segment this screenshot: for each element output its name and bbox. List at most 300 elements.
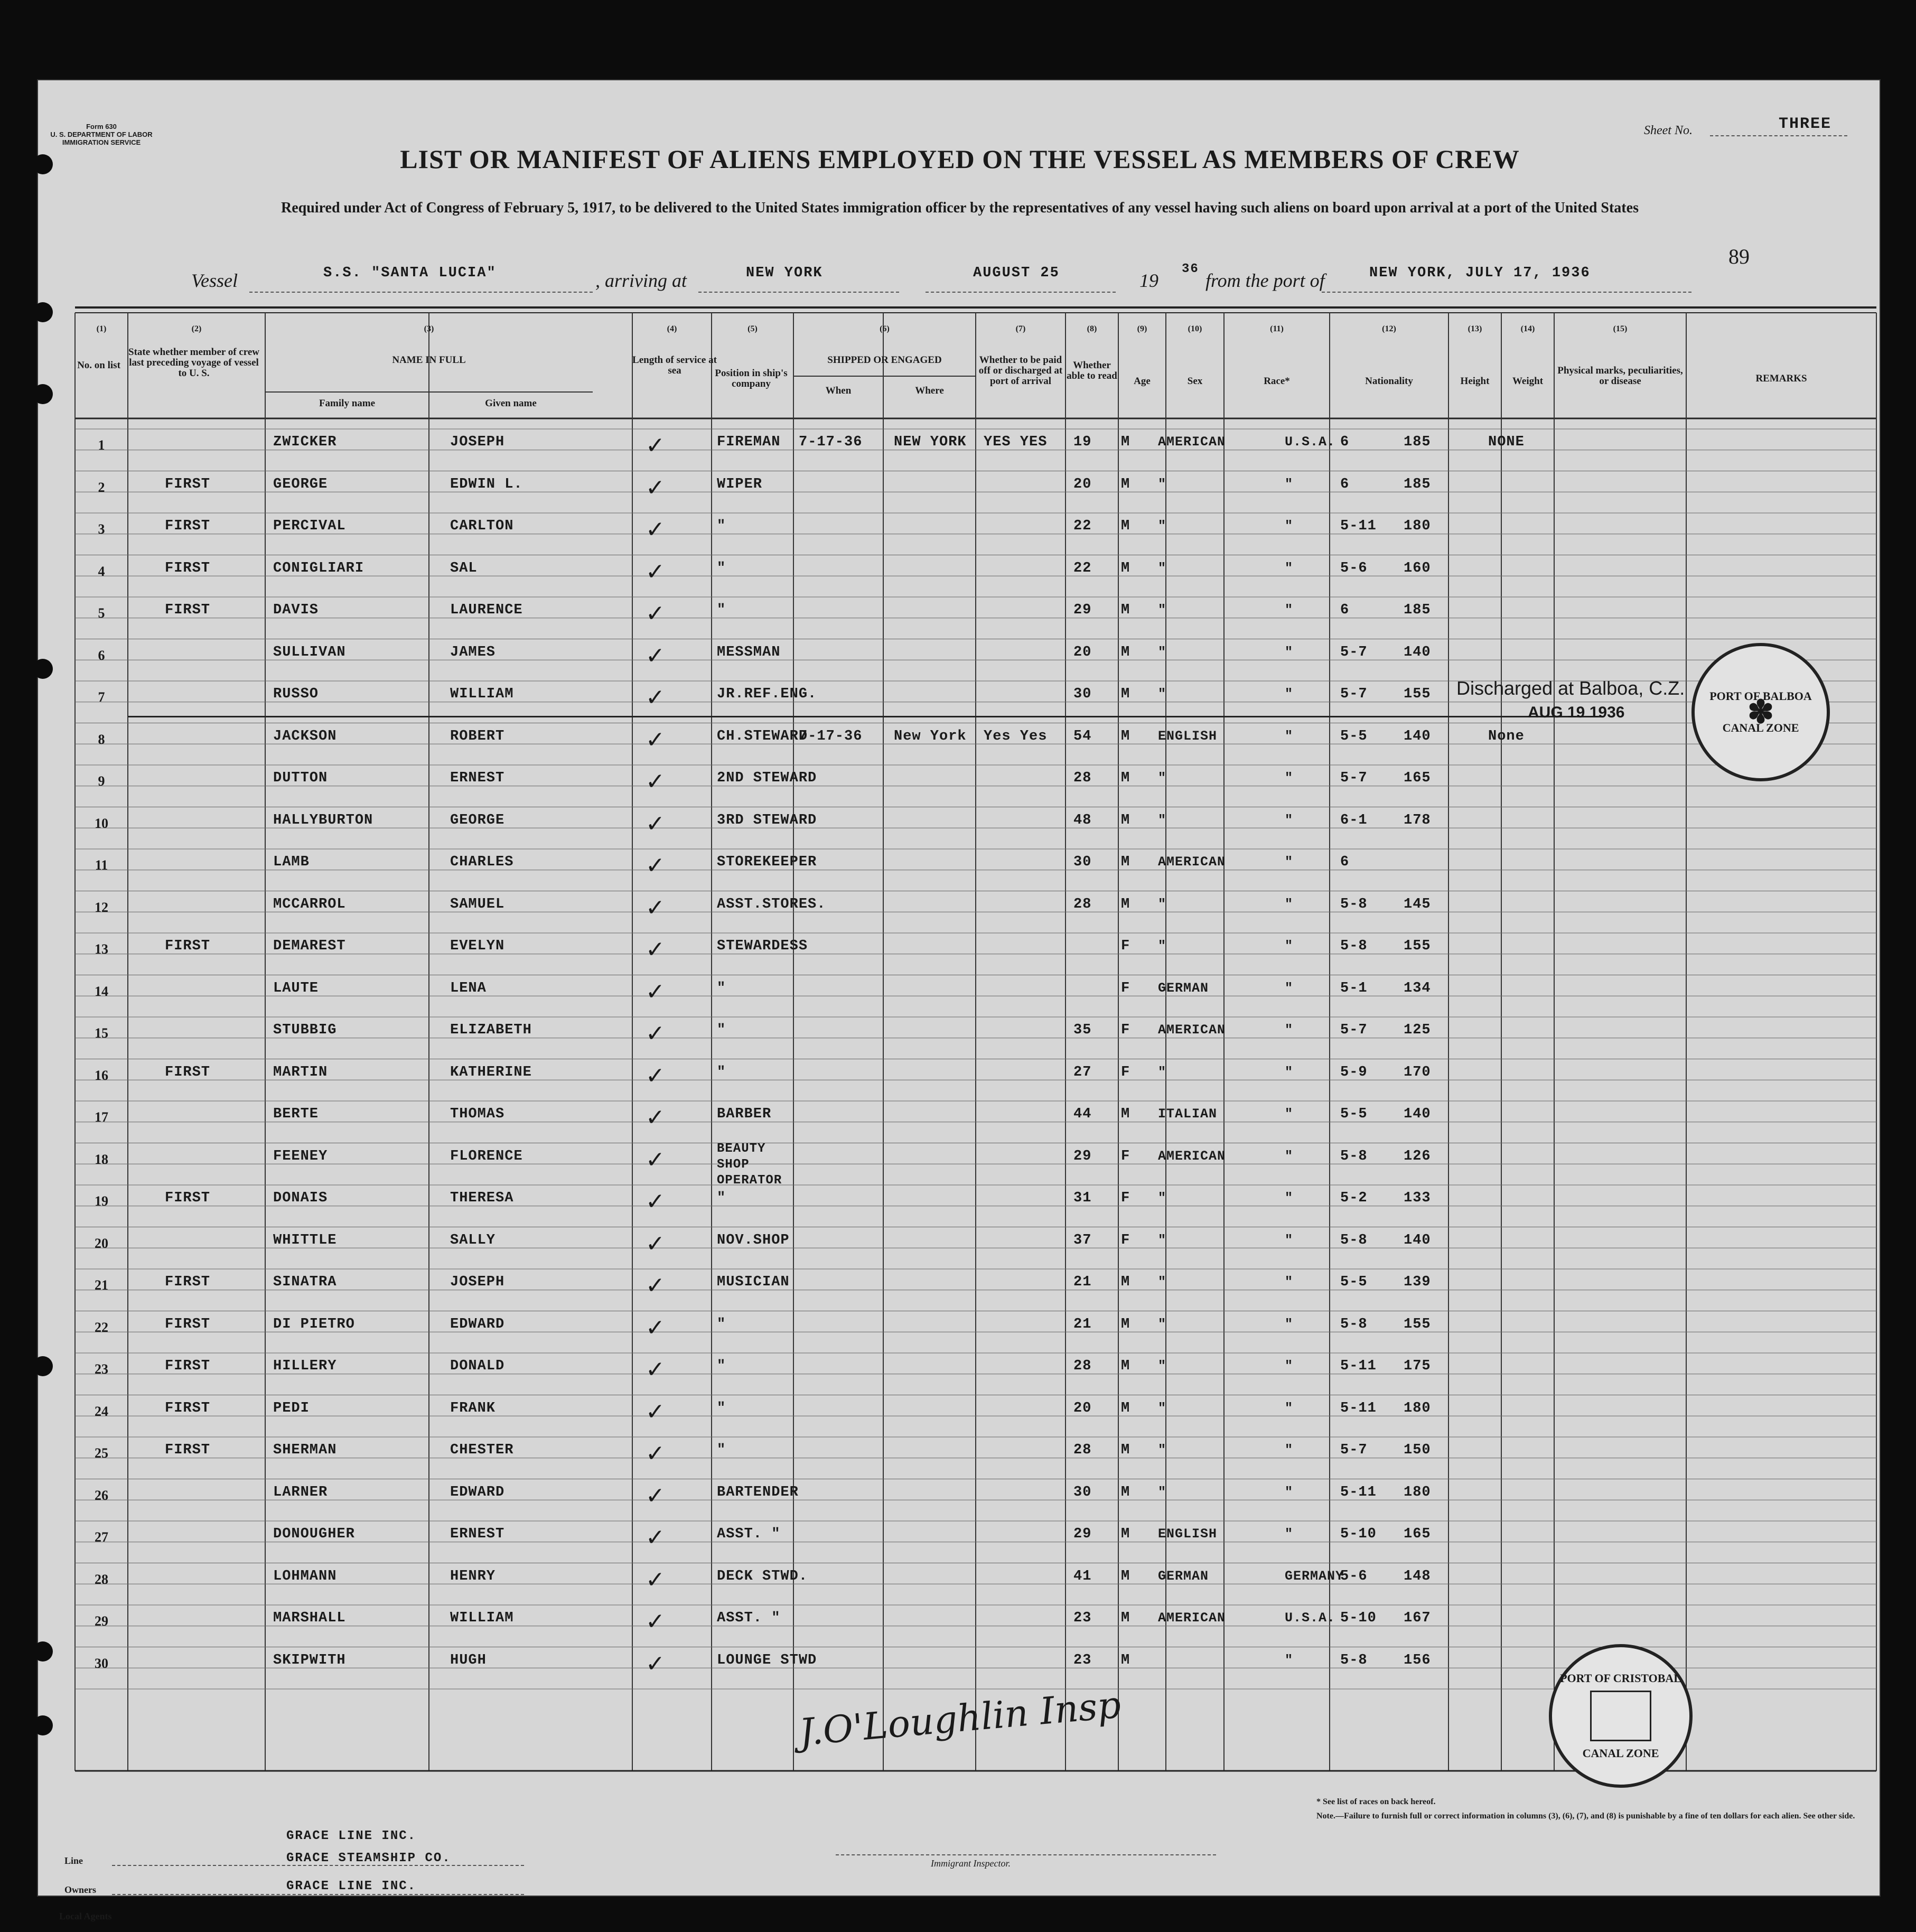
check-mark-icon: ✓ — [646, 474, 665, 501]
position-cell: FIREMAN — [717, 434, 781, 450]
check-mark-icon: ✓ — [646, 1524, 665, 1551]
col-head-family: Family name — [319, 398, 376, 409]
check-mark-icon: ✓ — [646, 1650, 665, 1677]
state-cell: FIRST — [165, 1064, 211, 1080]
check-mark-icon: ✓ — [646, 432, 665, 459]
check-mark-icon: ✓ — [646, 768, 665, 795]
position-cell: NOV.SHOP — [717, 1232, 790, 1248]
weight-cell: 126 — [1404, 1148, 1431, 1164]
check-mark-icon: ✓ — [646, 978, 665, 1005]
race-cell: GERMAN — [1158, 980, 1209, 996]
nationality-cell: " — [1285, 728, 1294, 744]
nationality-cell: " — [1285, 1358, 1294, 1374]
race-cell: " — [1158, 476, 1167, 492]
state-cell: FIRST — [165, 518, 211, 534]
weight-cell: 140 — [1404, 1106, 1431, 1122]
race-cell: " — [1158, 1064, 1167, 1080]
when-cell: 7-17-36 — [799, 728, 863, 744]
race-cell: " — [1158, 644, 1167, 660]
state-cell: FIRST — [165, 1400, 211, 1416]
height-cell: 6-1 — [1340, 812, 1368, 828]
nationality-cell: " — [1285, 770, 1294, 786]
weight-cell: 165 — [1404, 1526, 1431, 1542]
column-number: (9) — [1137, 324, 1147, 333]
col-head-where: Where — [915, 385, 944, 396]
height-cell: 6 — [1340, 854, 1350, 870]
port-of-balboa-stamp — [1691, 643, 1830, 781]
where-cell: New York — [894, 728, 967, 744]
owners-value: GRACE LINE INC. — [286, 1879, 417, 1893]
given-name-cell: THERESA — [450, 1190, 514, 1206]
given-name-cell: JOSEPH — [450, 434, 505, 450]
nationality-cell: " — [1285, 1442, 1294, 1458]
position-cell: MESSMAN — [717, 644, 781, 660]
row-number: 20 — [95, 1235, 108, 1251]
check-mark-icon: ✓ — [646, 1104, 665, 1131]
races-note: * See list of races on back hereof. — [1316, 1797, 1436, 1806]
given-name-cell: JOSEPH — [450, 1274, 505, 1290]
row-number: 11 — [95, 857, 108, 873]
row-number: 18 — [95, 1151, 108, 1167]
height-cell: 5-5 — [1340, 728, 1368, 744]
race-cell: " — [1158, 518, 1167, 534]
col-head-height: Height — [1460, 376, 1490, 387]
sex-cell: M — [1121, 1316, 1130, 1332]
height-cell: 5-8 — [1340, 1652, 1368, 1668]
row-number: 30 — [95, 1655, 108, 1671]
nationality-cell: " — [1285, 644, 1294, 660]
race-cell: " — [1158, 602, 1167, 618]
column-number: (14) — [1520, 324, 1535, 333]
age-cell: 20 — [1073, 1400, 1092, 1416]
cristobal-stamp-box — [1590, 1691, 1651, 1741]
check-mark-icon: ✓ — [646, 1356, 665, 1383]
weight-cell: 167 — [1404, 1610, 1431, 1626]
column-number: (12) — [1382, 324, 1396, 333]
col-head-position: Position in ship's company — [715, 368, 788, 389]
sex-cell: M — [1121, 686, 1130, 702]
position-cell: " — [717, 1190, 726, 1206]
race-cell: AMERICAN — [1158, 854, 1226, 870]
height-cell: 5-11 — [1340, 1484, 1377, 1500]
nationality-cell: " — [1285, 1232, 1294, 1248]
column-number: (10) — [1188, 324, 1202, 333]
weight-cell: 155 — [1404, 1316, 1431, 1332]
col-head-paid: Whether to be paid off or discharged at port of arrival — [978, 354, 1063, 387]
age-cell: 22 — [1073, 518, 1092, 534]
nationality-cell: " — [1285, 1400, 1294, 1416]
height-cell: 5-7 — [1340, 1022, 1368, 1038]
height-cell: 5-5 — [1340, 1274, 1368, 1290]
race-cell: " — [1158, 1400, 1167, 1416]
given-name-cell: EDWARD — [450, 1484, 505, 1500]
height-cell: 5-10 — [1340, 1610, 1377, 1626]
check-mark-icon: ✓ — [646, 1230, 665, 1257]
sex-cell: M — [1121, 812, 1130, 828]
height-cell: 5-8 — [1340, 1232, 1368, 1248]
weight-cell: 140 — [1404, 644, 1431, 660]
row-number: 29 — [95, 1613, 108, 1629]
column-number: (13) — [1468, 324, 1482, 333]
age-cell: 20 — [1073, 644, 1092, 660]
nationality-cell: " — [1285, 1274, 1294, 1290]
where-cell: NEW YORK — [894, 434, 967, 450]
nationality-cell: " — [1285, 938, 1294, 954]
form-service: IMMIGRATION SERVICE — [62, 138, 141, 146]
weight-cell: 185 — [1404, 602, 1431, 618]
row-number: 9 — [98, 773, 105, 789]
given-name-cell: FLORENCE — [450, 1148, 523, 1164]
state-cell: FIRST — [165, 938, 211, 954]
inspector-label: Immigrant Inspector. — [931, 1858, 1011, 1869]
state-cell: FIRST — [165, 1442, 211, 1458]
given-name-cell: ELIZABETH — [450, 1022, 532, 1038]
family-name-cell: WHITTLE — [273, 1232, 337, 1248]
check-mark-icon: ✓ — [646, 936, 665, 963]
race-cell: " — [1158, 560, 1167, 576]
row-number: 17 — [95, 1109, 108, 1125]
check-mark-icon: ✓ — [646, 1398, 665, 1425]
row-number: 13 — [95, 941, 108, 957]
sex-cell: M — [1121, 1274, 1130, 1290]
position-cell: BEAUTY SHOP OPERATOR — [717, 1141, 782, 1188]
sex-cell: F — [1121, 938, 1130, 954]
race-cell: " — [1158, 938, 1167, 954]
col-head-age: Age — [1134, 376, 1151, 387]
row-number: 7 — [98, 689, 105, 705]
given-name-cell: DONALD — [450, 1358, 505, 1374]
nationality-cell: " — [1285, 896, 1294, 912]
given-name-cell: SAMUEL — [450, 896, 505, 912]
family-name-cell: CONIGLIARI — [273, 560, 364, 576]
row-number: 5 — [98, 605, 105, 621]
col-head-name: NAME IN FULL — [392, 354, 466, 366]
state-cell: FIRST — [165, 1316, 211, 1332]
weight-cell: 185 — [1404, 434, 1431, 450]
family-name-cell: DONAIS — [273, 1190, 328, 1206]
cristobal-stamp-text: PORT OF CRISTOBAL — [1560, 1672, 1681, 1685]
weight-cell: 165 — [1404, 770, 1431, 786]
race-cell: " — [1158, 770, 1167, 786]
row-number: 25 — [95, 1445, 108, 1461]
document-title: LIST OR MANIFEST OF ALIENS EMPLOYED ON THE VESSEL AS MEMBERS OF CREW — [400, 144, 1520, 174]
sex-cell: M — [1121, 476, 1130, 492]
height-cell: 5-8 — [1340, 1148, 1368, 1164]
nationality-cell: " — [1285, 1022, 1294, 1038]
nationality-cell: " — [1285, 1526, 1294, 1542]
age-cell: 27 — [1073, 1064, 1092, 1080]
age-cell: 19 — [1073, 434, 1092, 450]
check-mark-icon: ✓ — [646, 1314, 665, 1341]
row-number: 16 — [95, 1067, 108, 1083]
sex-cell: M — [1121, 518, 1130, 534]
height-cell: 5-7 — [1340, 770, 1368, 786]
sex-cell: M — [1121, 728, 1130, 744]
family-name-cell: DEMAREST — [273, 938, 346, 954]
age-cell: 30 — [1073, 686, 1092, 702]
position-cell: STEWARDESS — [717, 938, 808, 954]
col-head-given: Given name — [485, 398, 537, 409]
column-number: (5) — [747, 324, 758, 333]
race-cell: " — [1158, 1442, 1167, 1458]
given-name-cell: SAL — [450, 560, 478, 576]
check-mark-icon: ✓ — [646, 852, 665, 879]
position-cell: " — [717, 560, 726, 576]
position-cell: BARTENDER — [717, 1484, 799, 1500]
family-name-cell: ZWICKER — [273, 434, 337, 450]
check-mark-icon: ✓ — [646, 642, 665, 669]
family-name-cell: HALLYBURTON — [273, 812, 373, 828]
discharged-date: AUG 19 1936 — [1528, 704, 1625, 721]
row-number: 2 — [98, 479, 105, 495]
given-name-cell: EDWIN L. — [450, 476, 523, 492]
family-name-cell: STUBBIG — [273, 1022, 337, 1038]
age-cell: 48 — [1073, 812, 1092, 828]
form-number: Form 630 — [86, 123, 117, 130]
row-number: 10 — [95, 815, 108, 831]
check-mark-icon: ✓ — [646, 1440, 665, 1467]
physical-cell: NONE — [1488, 434, 1525, 450]
inspector-line — [836, 1854, 1216, 1855]
nationality-cell: " — [1285, 476, 1294, 492]
col-head-race: Race* — [1264, 376, 1290, 387]
family-name-cell: RUSSO — [273, 686, 319, 702]
row-number: 23 — [95, 1361, 108, 1377]
sex-cell: M — [1121, 1400, 1130, 1416]
col-head-sex: Sex — [1187, 376, 1203, 387]
age-cell: 20 — [1073, 476, 1092, 492]
given-name-cell: FRANK — [450, 1400, 496, 1416]
sex-cell: M — [1121, 1358, 1130, 1374]
position-cell: ASST. " — [717, 1526, 781, 1542]
check-mark-icon: ✓ — [646, 1566, 665, 1593]
nationality-cell: " — [1285, 1106, 1294, 1122]
family-name-cell: PEDI — [273, 1400, 310, 1416]
position-cell: ASST. " — [717, 1610, 781, 1626]
column-number: (6) — [880, 324, 890, 333]
weight-cell: 175 — [1404, 1358, 1431, 1374]
height-cell: 5-9 — [1340, 1064, 1368, 1080]
sex-cell: M — [1121, 1106, 1130, 1122]
height-cell: 5-5 — [1340, 1106, 1368, 1122]
family-name-cell: MCCARROL — [273, 896, 346, 912]
age-cell: 28 — [1073, 896, 1092, 912]
nationality-cell: " — [1285, 1316, 1294, 1332]
line-value: GRACE STEAMSHIP CO. — [286, 1851, 451, 1865]
check-mark-icon: ✓ — [646, 684, 665, 711]
age-cell: 21 — [1073, 1316, 1092, 1332]
manifest-sheet — [37, 79, 1881, 1921]
age-cell: 30 — [1073, 854, 1092, 870]
check-mark-icon: ✓ — [646, 1020, 665, 1047]
port-of-cristobal-stamp — [1549, 1644, 1693, 1788]
page-number: 89 — [1728, 245, 1750, 268]
height-cell: 6 — [1340, 434, 1350, 450]
position-cell: LOUNGE STWD — [717, 1652, 817, 1668]
given-name-cell: LAURENCE — [450, 602, 523, 618]
col-head-remarks: REMARKS — [1755, 373, 1807, 384]
column-number: (2) — [191, 324, 202, 333]
col-head-nationality: Nationality — [1365, 376, 1413, 387]
weight-cell: 170 — [1404, 1064, 1431, 1080]
sex-cell: M — [1121, 602, 1130, 618]
row-number: 26 — [95, 1487, 108, 1503]
nationality-cell: U.S.A. — [1285, 434, 1336, 450]
age-cell: 54 — [1073, 728, 1092, 744]
family-name-cell: JACKSON — [273, 728, 337, 744]
state-cell: FIRST — [165, 1190, 211, 1206]
column-number: (15) — [1613, 324, 1628, 333]
weight-cell: 145 — [1404, 896, 1431, 912]
position-cell: ASST.STORES. — [717, 896, 826, 912]
weight-cell: 178 — [1404, 812, 1431, 828]
sex-cell: F — [1121, 1022, 1130, 1038]
check-mark-icon: ✓ — [646, 726, 665, 753]
race-cell: " — [1158, 1316, 1167, 1332]
position-cell: CH.STEWARD — [717, 728, 808, 744]
race-cell: AMERICAN — [1158, 434, 1226, 450]
height-cell: 5-1 — [1340, 980, 1368, 996]
balboa-stamp-zone: CANAL ZONE — [1722, 721, 1799, 734]
col-head-weight: Weight — [1512, 376, 1544, 387]
height-cell: 6 — [1340, 602, 1350, 618]
sex-cell: M — [1121, 896, 1130, 912]
height-cell: 5-11 — [1340, 518, 1377, 534]
weight-cell: 148 — [1404, 1568, 1431, 1584]
given-name-cell: HENRY — [450, 1568, 496, 1584]
row-number: 24 — [95, 1403, 108, 1419]
position-cell: MUSICIAN — [717, 1274, 790, 1290]
weight-cell: 160 — [1404, 560, 1431, 576]
position-cell: " — [717, 1442, 726, 1458]
race-cell: " — [1158, 1484, 1167, 1500]
weight-cell: 180 — [1404, 518, 1431, 534]
race-cell: " — [1158, 896, 1167, 912]
height-cell: 6 — [1340, 476, 1350, 492]
col-head-shipped: SHIPPED OR ENGAGED — [827, 354, 942, 366]
row-number: 19 — [95, 1193, 108, 1209]
sheet-label: Sheet No. — [1644, 124, 1693, 137]
family-name-cell: LAUTE — [273, 980, 319, 996]
family-name-cell: SKIPWITH — [273, 1652, 346, 1668]
sex-cell: M — [1121, 1526, 1130, 1542]
nationality-cell: GERMANY — [1285, 1568, 1344, 1584]
vessel-name: S.S. "SANTA LUCIA" — [323, 265, 497, 281]
sex-cell: M — [1121, 1484, 1130, 1500]
balboa-stamp-mark: ✽ — [1747, 694, 1774, 731]
family-name-cell: LOHMANN — [273, 1568, 337, 1584]
family-name-cell: GEORGE — [273, 476, 328, 492]
given-name-cell: CARLTON — [450, 518, 514, 534]
check-mark-icon: ✓ — [646, 894, 665, 921]
weight-cell: 140 — [1404, 1232, 1431, 1248]
height-cell: 5-2 — [1340, 1190, 1368, 1206]
sex-cell: M — [1121, 1442, 1130, 1458]
arrival-date: AUGUST 25 — [973, 265, 1060, 281]
from-label: from the port of — [1205, 270, 1325, 291]
row-number: 3 — [98, 521, 105, 537]
nationality-cell: " — [1285, 812, 1294, 828]
age-cell: 23 — [1073, 1610, 1092, 1626]
sex-cell: M — [1121, 1652, 1130, 1668]
check-mark-icon: ✓ — [646, 600, 665, 627]
family-name-cell: LAMB — [273, 854, 310, 870]
state-cell: FIRST — [165, 560, 211, 576]
check-mark-icon: ✓ — [646, 1482, 665, 1509]
age-cell: 28 — [1073, 770, 1092, 786]
given-name-cell: ERNEST — [450, 1526, 505, 1542]
nationality-cell: " — [1285, 1064, 1294, 1080]
col-head-state: State whether member of crew last preceding voyage of vessel to U. S. — [128, 347, 259, 379]
check-mark-icon: ✓ — [646, 1062, 665, 1089]
age-cell: 21 — [1073, 1274, 1092, 1290]
column-number: (4) — [667, 324, 677, 333]
row-number: 4 — [98, 563, 105, 579]
when-cell: 7-17-36 — [799, 434, 863, 450]
height-cell: 5-7 — [1340, 644, 1368, 660]
height-cell: 5-8 — [1340, 1316, 1368, 1332]
year-suffix: 36 — [1182, 262, 1199, 276]
race-cell: " — [1158, 686, 1167, 702]
column-number: (11) — [1270, 324, 1284, 333]
sex-cell: M — [1121, 644, 1130, 660]
age-cell: 28 — [1073, 1358, 1092, 1374]
row-number: 21 — [95, 1277, 108, 1293]
sex-cell: F — [1121, 1232, 1130, 1248]
discharged-note: Discharged at Balboa, C.Z. — [1456, 677, 1685, 699]
sex-cell: F — [1121, 1148, 1130, 1164]
col-head-read: Whether able to read — [1067, 360, 1117, 381]
check-mark-icon: ✓ — [646, 1146, 665, 1173]
paid-off-cell: Yes Yes — [984, 728, 1048, 744]
col-head-physical: Physical marks, peculiarities, or disease — [1557, 365, 1683, 387]
age-cell: 41 — [1073, 1568, 1092, 1584]
check-mark-icon: ✓ — [646, 516, 665, 543]
sheet-number: THREE — [1779, 115, 1832, 133]
position-cell: " — [717, 1064, 726, 1080]
position-cell: BARBER — [717, 1106, 772, 1122]
strike-line-row-7 — [128, 716, 1602, 717]
sex-cell: M — [1121, 1568, 1130, 1584]
paid-off-cell: YES YES — [984, 434, 1048, 450]
position-cell: DECK STWD. — [717, 1568, 808, 1584]
weight-cell: 134 — [1404, 980, 1431, 996]
nationality-cell: " — [1285, 602, 1294, 618]
race-cell: " — [1158, 812, 1167, 828]
race-cell: " — [1158, 1232, 1167, 1248]
row-number: 8 — [98, 731, 105, 747]
weight-cell: 133 — [1404, 1190, 1431, 1206]
sex-cell: M — [1121, 770, 1130, 786]
family-name-cell: SINATRA — [273, 1274, 337, 1290]
sex-cell: M — [1121, 560, 1130, 576]
position-cell: JR.REF.ENG. — [717, 686, 817, 702]
position-cell: " — [717, 980, 726, 996]
given-name-cell: ROBERT — [450, 728, 505, 744]
check-mark-icon: ✓ — [646, 810, 665, 837]
document-subtitle: Required under Act of Congress of February 5, 1917, to be delivered to the United States immigration officer by the representatives of any vessel having such aliens on board upon arrival at a port of the United States — [281, 200, 1639, 216]
age-cell: 44 — [1073, 1106, 1092, 1122]
balboa-stamp-text: PORT OF BALBOA — [1709, 689, 1812, 703]
vessel-label: Vessel — [191, 270, 238, 291]
family-name-cell: FEENEY — [273, 1148, 328, 1164]
age-cell: 35 — [1073, 1022, 1092, 1038]
owners-underline — [112, 1894, 524, 1895]
row-number: 6 — [98, 647, 105, 663]
weight-cell: 185 — [1404, 476, 1431, 492]
family-name-cell: HILLERY — [273, 1358, 337, 1374]
race-cell: " — [1158, 1358, 1167, 1374]
